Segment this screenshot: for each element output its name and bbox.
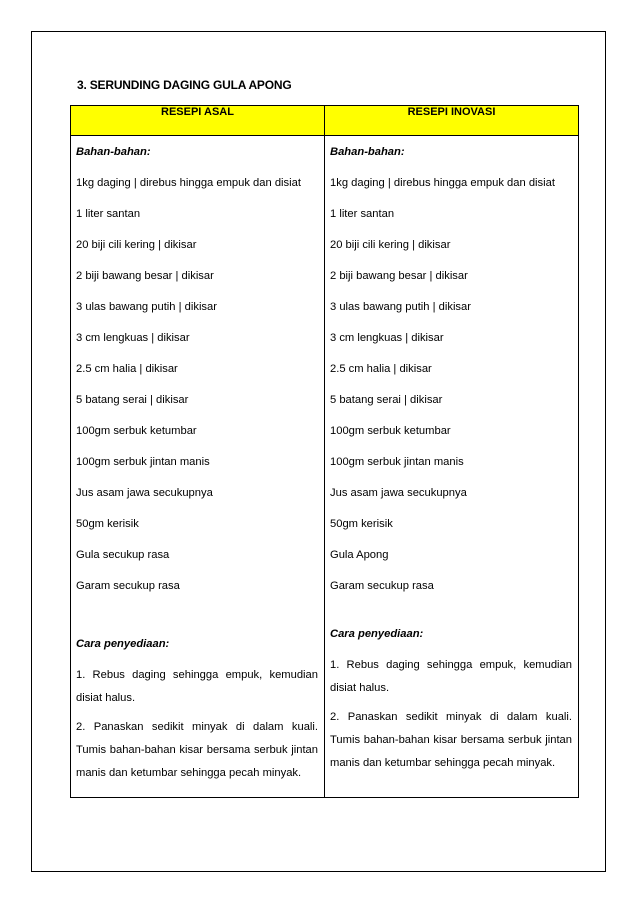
- ingredient-item: 1 liter santan: [330, 208, 395, 220]
- column-resepi-inovasi: [325, 136, 579, 798]
- recipe-comparison-table: [70, 105, 579, 798]
- ingredient-item: 5 batang serai | dikisar: [330, 394, 443, 406]
- column-resepi-asal: [71, 136, 325, 798]
- ingredient-item: 2.5 cm halia | dikisar: [76, 363, 178, 375]
- content-row: [71, 136, 579, 798]
- ingredients-label: Bahan-bahan:: [76, 146, 151, 158]
- ingredient-item: 100gm serbuk jintan manis: [330, 456, 464, 468]
- ingredient-item: 3 ulas bawang putih | dikisar: [76, 301, 217, 313]
- ingredient-item: Gula secukup rasa: [76, 549, 170, 561]
- ingredient-item: 1kg daging | direbus hingga empuk dan disiat: [76, 177, 301, 189]
- ingredient-item: 50gm kerisik: [76, 518, 139, 530]
- header-row: [71, 106, 579, 136]
- preparation-step: 2. Panaskan sedikit minyak di dalam kuali. Tumis bahan-bahan kisar bersama serbuk jintan manis dan ketumbar sehingga pecah minyak.: [76, 721, 318, 779]
- ingredient-item: 100gm serbuk ketumbar: [76, 425, 197, 437]
- preparation-step: 1. Rebus daging sehingga empuk, kemudian disiat halus.: [76, 669, 318, 704]
- recipe-title: 3. SERUNDING DAGING GULA APONG: [77, 78, 292, 92]
- ingredient-item: Gula Apong: [330, 549, 389, 561]
- ingredient-item: Jus asam jawa secukupnya: [76, 487, 213, 499]
- ingredient-item: 2 biji bawang besar | dikisar: [330, 270, 468, 282]
- header-resepi-asal: RESEPI ASAL: [71, 106, 325, 136]
- ingredient-item: 20 biji cili kering | dikisar: [330, 239, 451, 251]
- ingredient-item: 2 biji bawang besar | dikisar: [76, 270, 214, 282]
- ingredient-item: 3 cm lengkuas | dikisar: [76, 332, 190, 344]
- ingredient-item: 2.5 cm halia | dikisar: [330, 363, 432, 375]
- ingredient-item: Jus asam jawa secukupnya: [330, 487, 467, 499]
- preparation-step: 2. Panaskan sedikit minyak di dalam kuali. Tumis bahan-bahan kisar bersama serbuk jintan manis dan ketumbar sehingga pecah minyak.: [330, 711, 572, 769]
- preparation-label: Cara penyediaan:: [330, 628, 424, 640]
- preparation-step: 1. Rebus daging sehingga empuk, kemudian disiat halus.: [330, 659, 572, 694]
- ingredient-item: Garam secukup rasa: [330, 580, 434, 592]
- ingredient-item: 50gm kerisik: [330, 518, 393, 530]
- ingredient-item: 100gm serbuk ketumbar: [330, 425, 451, 437]
- ingredient-item: 1kg daging | direbus hingga empuk dan disiat: [330, 177, 555, 189]
- ingredient-item: 5 batang serai | dikisar: [76, 394, 189, 406]
- header-resepi-inovasi: RESEPI INOVASI: [325, 106, 579, 136]
- ingredient-item: 1 liter santan: [76, 208, 141, 220]
- ingredient-item: 3 cm lengkuas | dikisar: [330, 332, 444, 344]
- ingredient-item: Garam secukup rasa: [76, 580, 180, 592]
- ingredient-item: 3 ulas bawang putih | dikisar: [330, 301, 471, 313]
- ingredient-item: 100gm serbuk jintan manis: [76, 456, 210, 468]
- ingredient-item: 20 biji cili kering | dikisar: [76, 239, 197, 251]
- ingredients-label: Bahan-bahan:: [330, 146, 405, 158]
- preparation-label: Cara penyediaan:: [76, 638, 170, 650]
